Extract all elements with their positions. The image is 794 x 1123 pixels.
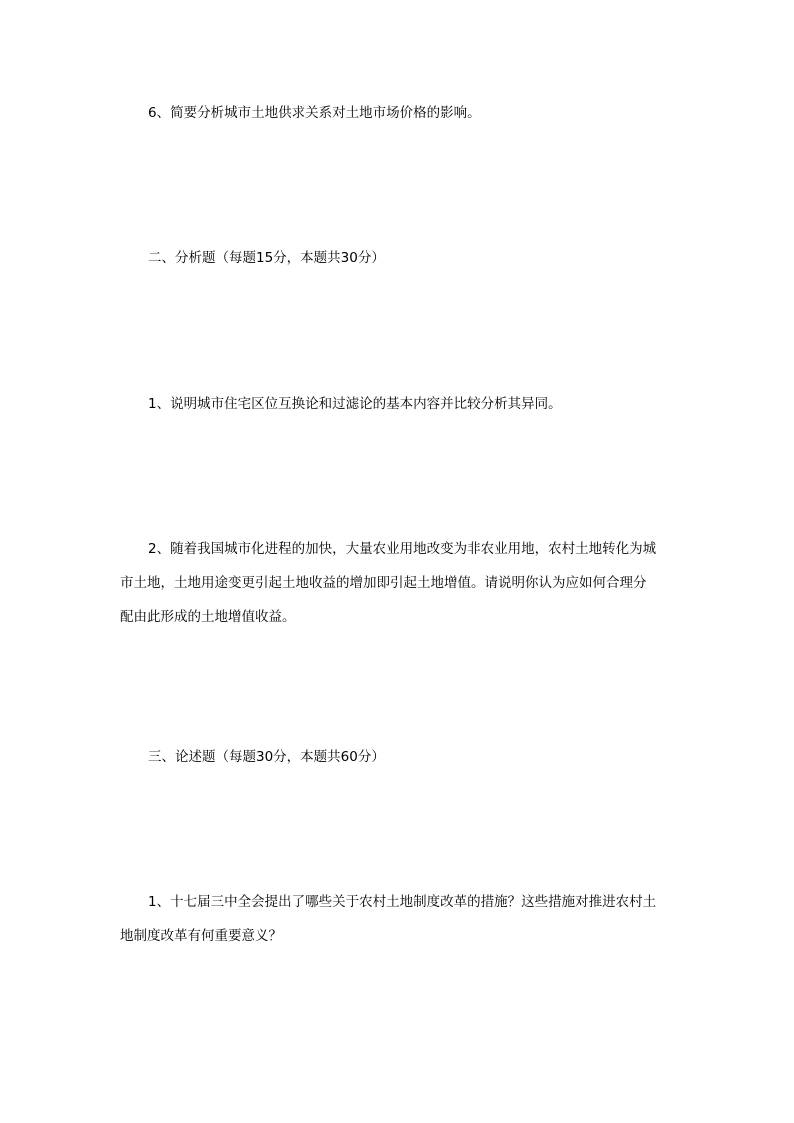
section-3-question-1 — [120, 885, 680, 953]
section-2-question-1: 1、说明城市住宅区位互换论和过滤论的基本内容并比较分析其异同。 — [148, 396, 562, 412]
question-6: 6、简要分析城市土地供求关系对土地市场价格的影响。 — [148, 105, 481, 121]
section-3-heading: 三、论述题（每题30分，本题共60分） — [148, 749, 385, 765]
section-2-question-2 — [120, 532, 680, 634]
section-3-question-1-line-2: 地制度改革有何重要意义？ — [120, 928, 282, 944]
section-2-heading: 二、分析题（每题15分，本题共30分） — [148, 250, 385, 266]
section-2-question-2-line-1: 2、随着我国城市化进程的加快，大量农业用地改变为非农业用地，农村土地转化为城 — [148, 541, 657, 557]
section-2-question-2-line-3: 配由此形成的土地增值收益。 — [120, 609, 296, 625]
section-2-question-2-line-2: 市土地，土地用途变更引起土地收益的增加即引起土地增值。请说明你认为应如何合理分 — [120, 575, 647, 591]
section-3-question-1-line-1: 1、十七届三中全会提出了哪些关于农村土地制度改革的措施？这些措施对推进农村土 — [148, 894, 657, 910]
